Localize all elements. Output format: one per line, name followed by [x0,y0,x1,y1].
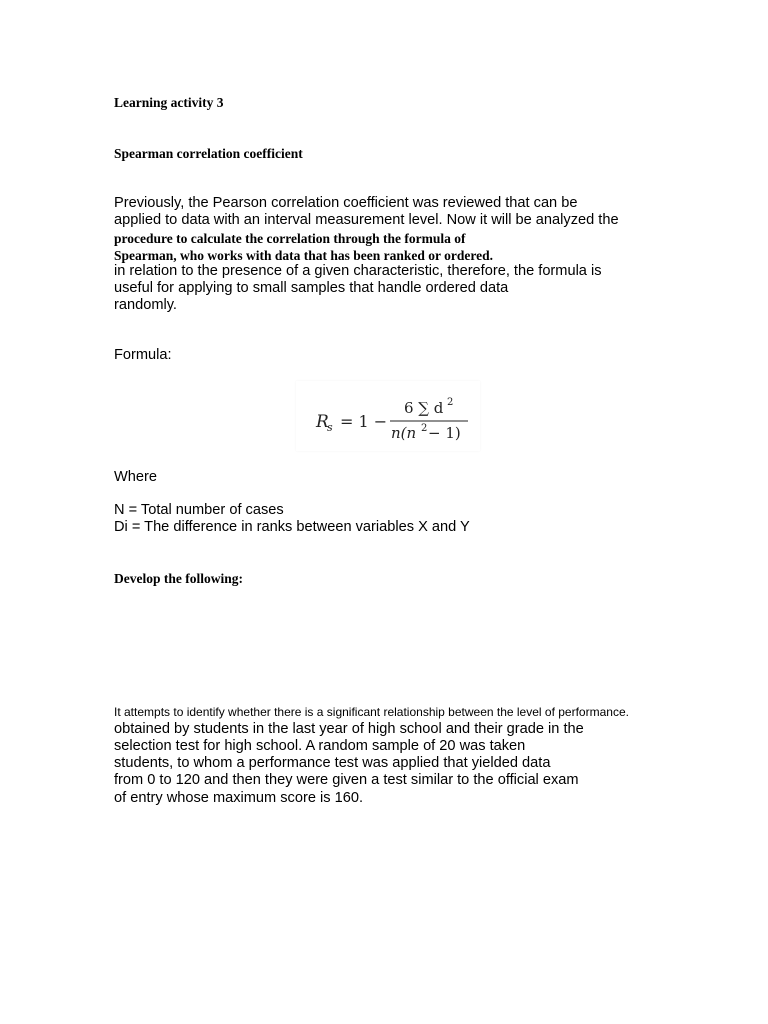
paragraph-line: useful for applying to small samples that handle ordered data [114,280,509,296]
formula-denominator: n(n [391,424,417,442]
paragraph-line: randomly. [114,297,177,313]
problem-line: from 0 to 120 and then they were given a test similar to the official exam [114,772,579,788]
problem-line: of entry whose maximum score is 160. [114,790,363,806]
formula-svg [296,381,480,451]
problem-line: students, to whom a performance test was applied that yielded data [114,755,551,771]
problem-line: selection test for high school. A random sample of 20 was taken [114,738,526,754]
paragraph-line-bold: procedure to calculate the correlation through the formula of [114,231,466,246]
formula-label: Formula: [114,347,172,363]
formula-lhs-subscript: s [327,421,333,434]
spearman-formula-image [296,381,480,451]
formula-equals: = 1 − [340,412,388,431]
paragraph-line: Previously, the Pearson correlation coefficient was reviewed that can be [114,195,578,211]
paragraph-line: in relation to the presence of a given characteristic, therefore, the formula is [114,263,602,279]
problem-line: obtained by students in the last year of high school and their grade in the [114,721,584,737]
definition-item: Di = The difference in ranks between variables X and Y [114,519,470,535]
develop-heading: Develop the following: [114,571,243,586]
paragraph-line-bold: Spearman, who works with data that has been ranked or ordered. [114,248,494,263]
formula-numerator: 6 ∑ d [404,399,444,417]
problem-line-first: It attempts to identify whether there is a significant relationship between the level of performance. [114,705,629,719]
where-label: Where [114,469,157,485]
formula-numerator-exponent: 2 [447,397,454,408]
formula-lhs: R [316,412,329,432]
section-heading: Spearman correlation coefficient [114,146,303,161]
paragraph-line: applied to data with an interval measurement level. Now it will be analyzed the [114,212,619,228]
definition-item: N = Total number of cases [114,502,284,518]
formula-denominator-exponent: 2 [421,423,428,434]
formula-denominator-tail: − 1) [428,424,461,442]
activity-heading: Learning activity 3 [114,95,224,110]
